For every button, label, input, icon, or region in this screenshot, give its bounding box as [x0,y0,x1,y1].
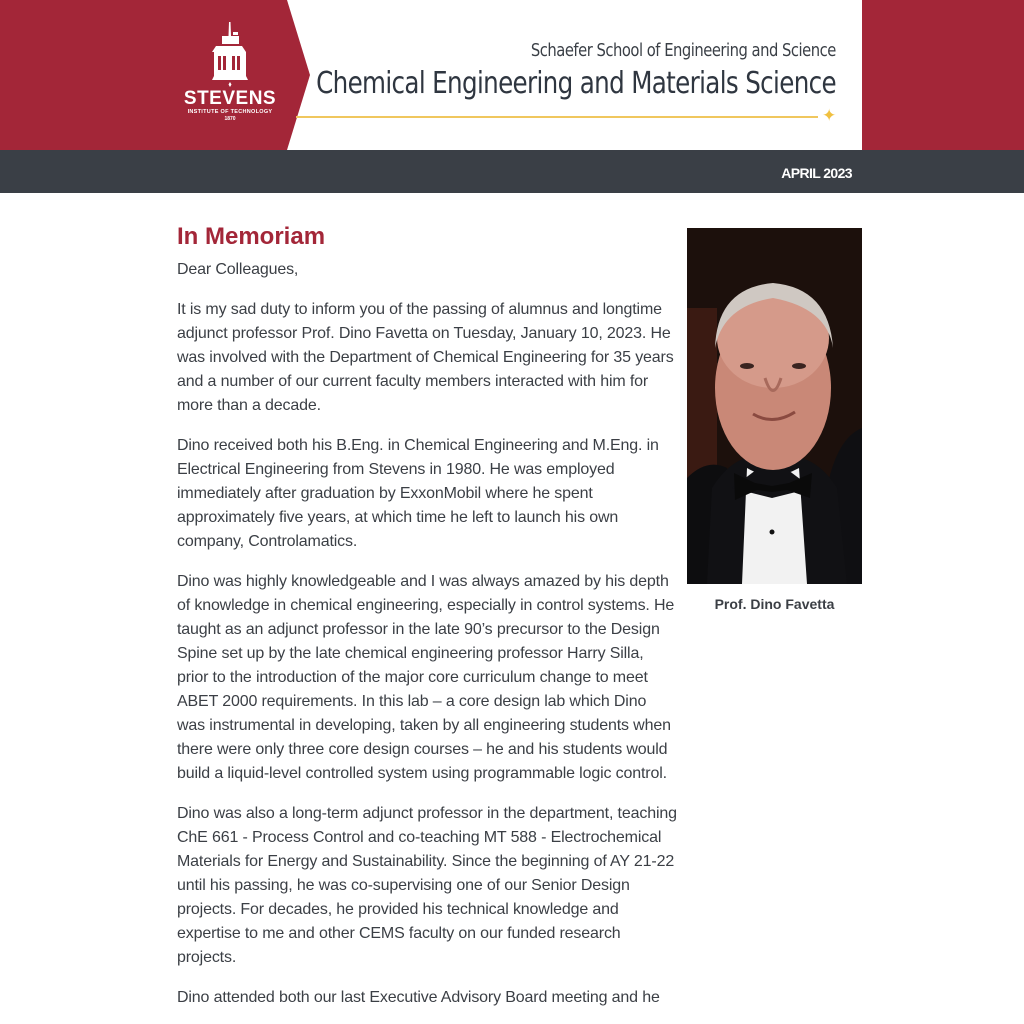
four-point-star-icon: ✦ [822,106,837,125]
department-name: Chemical Engineering and Materials Science [316,66,836,101]
greeting: Dear Colleagues, [177,261,299,278]
paragraph: Dino received both his B.Eng. in Chemical Engineering and M.Eng. in Electrical Engineering from Stevens in 1980. He was employed immediately after graduation by ExxonMobil where he spent approximately five years, at which time he left to launch his own company, Controlamatics. [177,437,659,550]
issue-date: APRIL 2023 [781,165,852,181]
stevens-logo[interactable] [180,22,280,132]
clock-tower-icon [208,22,252,88]
logo-year: 1870 [224,116,236,122]
portrait-figure [687,228,862,612]
article-title: In Memoriam [177,223,326,250]
logo-subtitle: INSTITUTE OF TECHNOLOGY [187,109,273,115]
photo-caption: Prof. Dino Favetta [714,596,835,612]
paragraph: Dino was also a long-term adjunct professor in the department, teaching ChE 661 - Process Control and co-teaching MT 588 - Electrochemical Materials for Energy and Sustainability. Since the beginning of AY 21-22 until his passing, he was co-supervising one of our Senior Design projects. For decades, he provided his technical knowledge and expertise to me and other CEMS faculty on our funded research projects. [177,805,677,966]
gold-divider [296,116,818,118]
portrait-photo [687,228,862,584]
paragraph: It is my sad duty to inform you of the passing of alumnus and longtime adjunct professor Prof. Dino Favetta on Tuesday, January 10, 2023. He was involved with the Department of Chemical Engineering for 35 years and a number of our current faculty members interacted with him for more than a decade. [177,301,674,414]
portrait-illustration [687,228,862,584]
paragraph: Dino attended both our last Executive Advisory Board meeting and he [177,989,660,1006]
date-bar [0,150,1024,193]
logo-brand-text: STEVENS [183,88,277,109]
school-name: Schaefer School of Engineering and Science [531,40,836,61]
paragraph: Dino was highly knowledgeable and I was always amazed by his depth of knowledge in chemical engineering, especially in control systems. He taught as an adjunct professor in the late 90’s precursor to the Design Spine set up by the late chemical engineering professor Harry Silla, prior to the introduction of the major core curriculum change to meet ABET 2000 requirements. In this lab – a core design lab which Dino was instrumental in developing, taken by all engineering students when there were only three core design courses – he and his students would build a liquid-level controlled system using programmable logic control. [177,573,675,782]
article [177,222,677,1024]
